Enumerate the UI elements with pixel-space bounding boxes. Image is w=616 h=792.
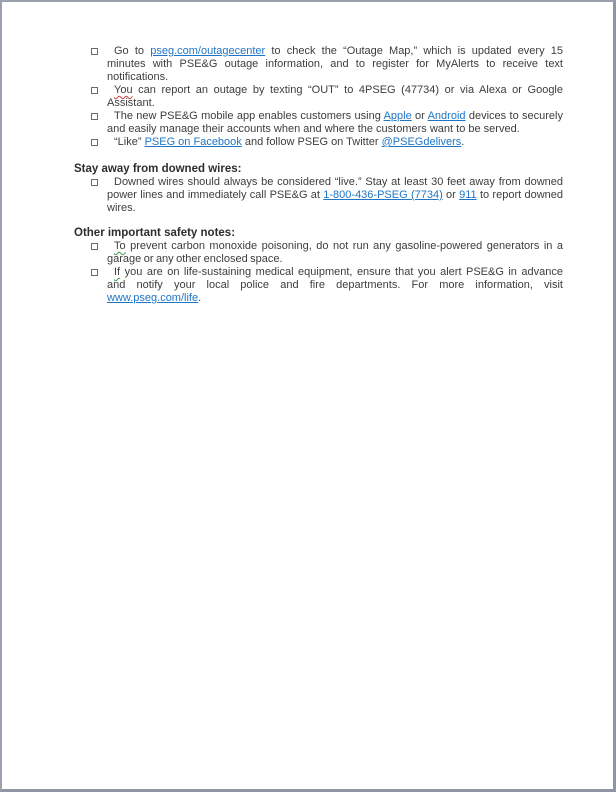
text-run: you are on life-sustaining medical equipment, ensure that you alert PSE&G in advance and notify your local police and fire departments. For more information, visit [107, 266, 563, 291]
link-psegdelivers-twitter[interactable]: @PSEGdelivers [381, 136, 462, 148]
list-item [107, 176, 563, 215]
link-apple[interactable]: Apple [383, 110, 412, 122]
square-bullet-icon [91, 48, 98, 55]
bullet-list-other-safety [74, 240, 563, 305]
link-phone-1-800-436-pseg[interactable]: 1-800-436-PSEG (7734) [323, 189, 443, 201]
bullet-list-outage-info [74, 45, 563, 149]
link-pseg-on-facebook[interactable]: PSEG on Facebook [144, 136, 242, 148]
grammar-flagged-word: To [114, 240, 126, 252]
text-run: “Like” [114, 136, 145, 148]
text-run: or [442, 189, 460, 201]
square-bullet-icon [91, 113, 98, 120]
text-run: . [198, 292, 202, 304]
text-run: or [411, 110, 428, 122]
text-run: to check the “Outage Map,” which is updated every 15 minutes with PSE&G outage information, and to register for MyAlerts to receive text notifications. [107, 45, 564, 83]
section-heading-other-safety-notes: Other important safety notes: [74, 227, 236, 239]
list-item [107, 266, 563, 305]
link-911[interactable]: 911 [459, 189, 477, 201]
section-heading-downed-wires: Stay away from downed wires: [74, 163, 242, 175]
text-run: devices to securely and easily manage their accounts when and where the customers want to be served. [107, 110, 563, 135]
document-content [2, 2, 613, 305]
link-android[interactable]: Android [427, 110, 466, 122]
link-pseg-outagecenter[interactable]: pseg.com/outagecenter [150, 45, 266, 57]
misspelled-word: You [114, 84, 133, 96]
text-run: to report downed wires. [107, 189, 563, 214]
square-bullet-icon [91, 269, 98, 276]
square-bullet-icon [91, 179, 98, 186]
bullet-list-downed-wires [74, 176, 563, 215]
text-run: . [461, 136, 465, 148]
text-run: Go to [114, 45, 151, 57]
text-run: and follow PSEG on Twitter [241, 136, 382, 148]
text-run: Downed wires should always be considered “live.” Stay at least 30 feet away from downed power lines and immediately call PSE&G at [107, 176, 563, 201]
list-item [107, 84, 563, 110]
list-item [107, 136, 563, 149]
link-pseg-life[interactable]: www.pseg.com/life [107, 292, 199, 304]
square-bullet-icon [91, 87, 98, 94]
list-item [107, 240, 563, 266]
text-run: prevent carbon monoxide poisoning, do not run any gasoline-powered generators in a garage or any other enclosed space. [107, 240, 563, 265]
list-item [107, 110, 563, 136]
list-item [107, 45, 563, 84]
text-run: The new PSE&G mobile app enables customers using [114, 110, 384, 122]
text-run: can report an outage by texting “OUT” to 4PSEG (47734) or via Alexa or Google Assistant. [107, 84, 563, 109]
square-bullet-icon [91, 139, 98, 146]
square-bullet-icon [91, 243, 98, 250]
grammar-flagged-word: If [114, 266, 121, 278]
